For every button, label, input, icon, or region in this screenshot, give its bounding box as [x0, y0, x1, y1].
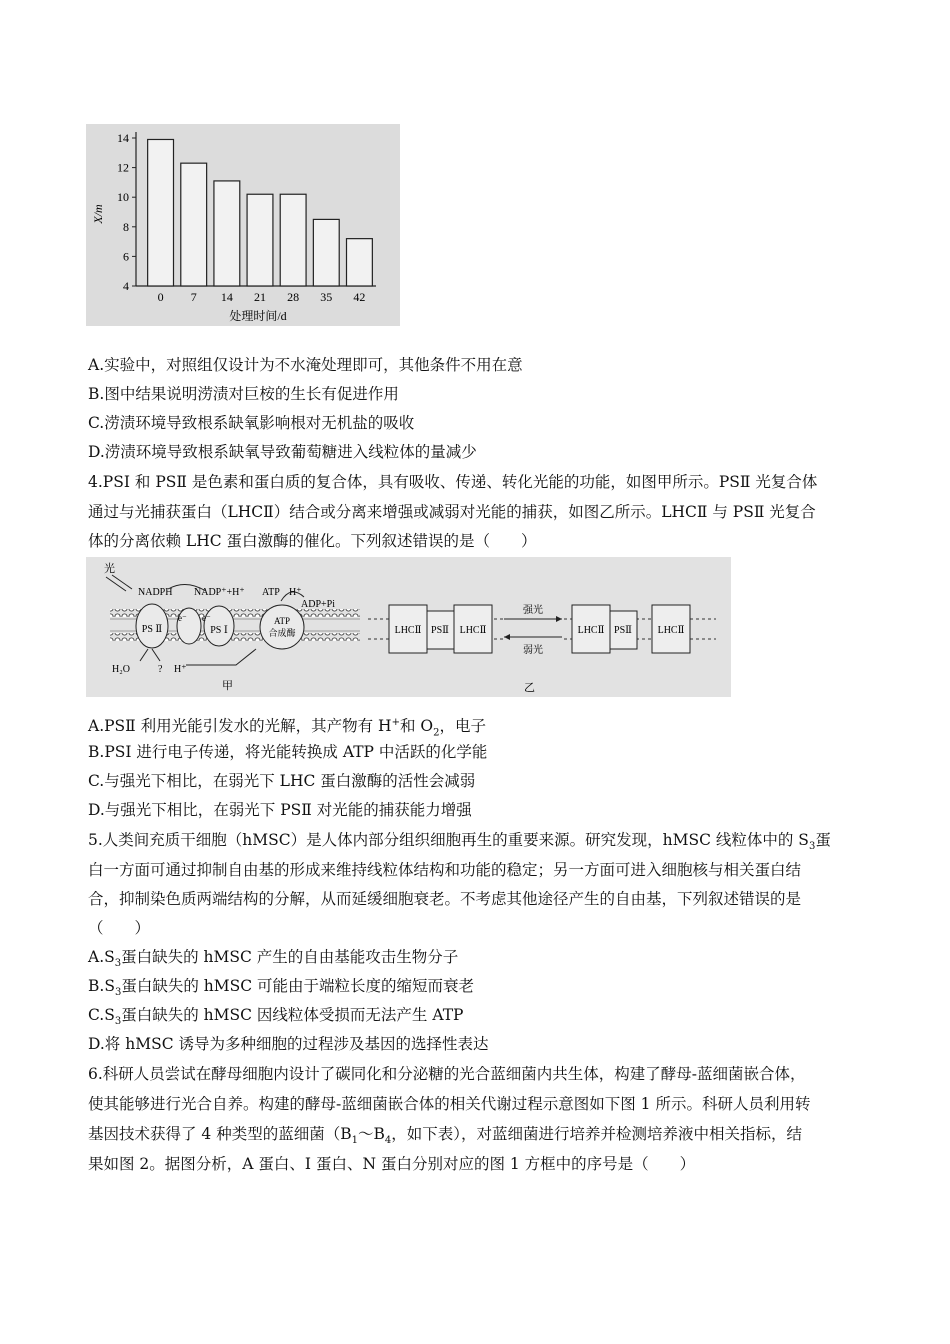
- q5-stem-line-2: 白一方面可通过抑制自由基的形成来维持线粒体结构和功能的稳定；另一方面可进入细胞核与相关蛋白结: [88, 861, 802, 879]
- q5-option-d: D.将 hMSC 诱导为多种细胞的过程涉及基因的选择性表达: [88, 1035, 489, 1053]
- x-tick-label: 28: [287, 290, 300, 304]
- bar-0: [148, 139, 174, 286]
- weak-light-label: 弱光: [523, 645, 543, 656]
- q5-stem-line-1: 5.人类间充质干细胞（hMSC）是人体内部分组织细胞再生的重要来源。研究发现，hMSC 线粒体中的 $S_3$蛋: [88, 831, 831, 853]
- label-yi: 乙: [524, 682, 535, 694]
- bar-35: [313, 219, 339, 286]
- bar-7: [181, 163, 207, 286]
- q5-option-b: $B.S_3$蛋白缺失的 hMSC 可能由于端粒长度的缩短而衰老: [88, 977, 474, 999]
- ps2-label: PS Ⅱ: [141, 624, 163, 635]
- light-label: 光: [104, 563, 115, 575]
- membrane-diagram: [104, 561, 360, 692]
- y-tick-label: 4: [123, 279, 129, 293]
- x-tick-label: 35: [320, 290, 333, 304]
- photosystem-figure: [86, 557, 731, 697]
- h-plus-top-label: H⁺: [289, 587, 302, 598]
- y-tick-label: 8: [123, 219, 129, 234]
- lhc-box-1: LHCⅡ: [394, 625, 422, 636]
- q5-option-a: $A.S_3$蛋白缺失的 hMSC 产生的自由基能攻击生物分子: [88, 948, 459, 970]
- y-tick-label: 12: [117, 160, 129, 175]
- bar-14: [214, 181, 240, 286]
- lhc-box-4: LHCⅡ: [657, 625, 685, 636]
- ps2-box-2: PSⅡ: [614, 625, 632, 636]
- q5-stem-line-4: （ ）: [88, 919, 151, 937]
- y-tick-label: 14: [117, 131, 129, 145]
- adp-pi-label: ADP+Pi: [301, 599, 335, 610]
- h2o-label: H₂O: [112, 664, 130, 675]
- electron-label-1: e⁻: [178, 613, 187, 623]
- atp-synthase: [260, 605, 304, 649]
- x-tick-label: 14: [220, 290, 233, 304]
- q6-stem-line-3: 基因技术获得了 4 种类型的蓝细菌（$B_1\sim B_4$，如下表），对蓝细菌进行培养并检测培养液中相关指标，结: [88, 1125, 803, 1147]
- q4-stem-line-3: 体的分离依赖 LHC 蛋白激酶的催化。下列叙述错误的是（ ）: [88, 532, 537, 550]
- atp-synthase-label-1: ATP: [273, 616, 291, 626]
- strong-light-label: 强光: [523, 605, 543, 616]
- atp-label: ATP: [262, 587, 280, 598]
- q4-option-a: A.PSⅡ 利用光能引发水的光解，其产物有 H+和 $O_2$，电子: [88, 717, 486, 739]
- lhc-diagram: [368, 603, 716, 694]
- question-mark-label: ?: [158, 664, 163, 675]
- q4-stem-line-2: 通过与光捕获蛋白（LHCⅡ）结合或分离来增强或减弱对光能的捕获，如图乙所示。LHCⅡ 与 PSⅡ 光复合: [88, 503, 816, 521]
- nadp-label: NADP⁺+H⁺: [194, 587, 245, 598]
- x-tick-label: 21: [254, 290, 266, 304]
- x-tick-label: 7: [190, 290, 197, 304]
- y-tick-label: 6: [123, 249, 129, 264]
- q5-option-c: $C.S_3$蛋白缺失的 hMSC 因线粒体受损而无法产生 ATP: [88, 1006, 464, 1028]
- label-jia: 甲: [222, 680, 233, 692]
- h-plus-bottom-label: H⁺: [174, 664, 187, 675]
- electron-label-2: e⁻: [202, 613, 211, 623]
- ps2-box-1: PSⅡ: [431, 625, 449, 636]
- x-tick-label: 0: [157, 290, 164, 304]
- q3-option-c: C.涝渍环境导致根系缺氧影响根对无机盐的吸收: [88, 414, 415, 432]
- q4-option-c: C.与强光下相比，在弱光下 LHC 蛋白激酶的活性会减弱: [88, 772, 476, 790]
- lhc-box-2: LHCⅡ: [459, 625, 487, 636]
- bar-chart: [86, 124, 400, 326]
- y-axis-label: X/m: [91, 204, 105, 224]
- q6-stem-line-1: 6.科研人员尝试在酵母细胞内设计了碳同化和分泌糖的光合蓝细菌内共生体，构建了酵母-蓝细菌嵌合体，: [88, 1065, 806, 1083]
- q5-stem-line-3: 合，抑制染色质两端结构的分解，从而延缓细胞衰老。不考虑其他途径产生的自由基，下列叙述错误的是: [88, 890, 802, 908]
- bar-chart-figure: [86, 124, 400, 326]
- x-axis-label: 处理时间/d: [229, 309, 287, 323]
- q4-option-d: D.与强光下相比，在弱光下 PSⅡ 对光能的捕获能力增强: [88, 801, 472, 819]
- q3-option-d: D.涝渍环境导致根系缺氧导致葡萄糖进入线粒体的量减少: [88, 443, 477, 461]
- q6-stem-line-2: 使其能够进行光合自养。构建的酵母-蓝细菌嵌合体的相关代谢过程示意图如下图 1 所示。科研人员利用转: [88, 1095, 811, 1113]
- y-tick-label: 10: [117, 190, 129, 205]
- q3-option-a: A.实验中，对照组仅设计为不水淹处理即可，其他条件不用在意: [88, 356, 523, 374]
- lhc-box-3: LHCⅡ: [577, 625, 605, 636]
- q4-stem-line-1: 4.PSI 和 PSⅡ 是色素和蛋白质的复合体，具有吸收、传递、转化光能的功能，如图甲所示。PSⅡ 光复合体: [88, 473, 818, 491]
- nadph-label: NADPH: [138, 587, 173, 598]
- bar-28: [280, 194, 306, 286]
- bar-21: [247, 194, 273, 286]
- q4-option-b: B.PSI 进行电子传递，将光能转换成 ATP 中活跃的化学能: [88, 743, 488, 761]
- bar-42: [347, 239, 373, 286]
- atp-synthase-label-2: 合成酶: [268, 628, 296, 638]
- q6-stem-line-4: 果如图 2。据图分析，A 蛋白、I 蛋白、N 蛋白分别对应的图 1 方框中的序号是（ ）: [88, 1155, 696, 1173]
- x-tick-label: 42: [353, 290, 366, 304]
- ps1-label: PS Ⅰ: [210, 625, 228, 636]
- q3-option-b: B.图中结果说明涝渍对巨桉的生长有促进作用: [88, 385, 399, 403]
